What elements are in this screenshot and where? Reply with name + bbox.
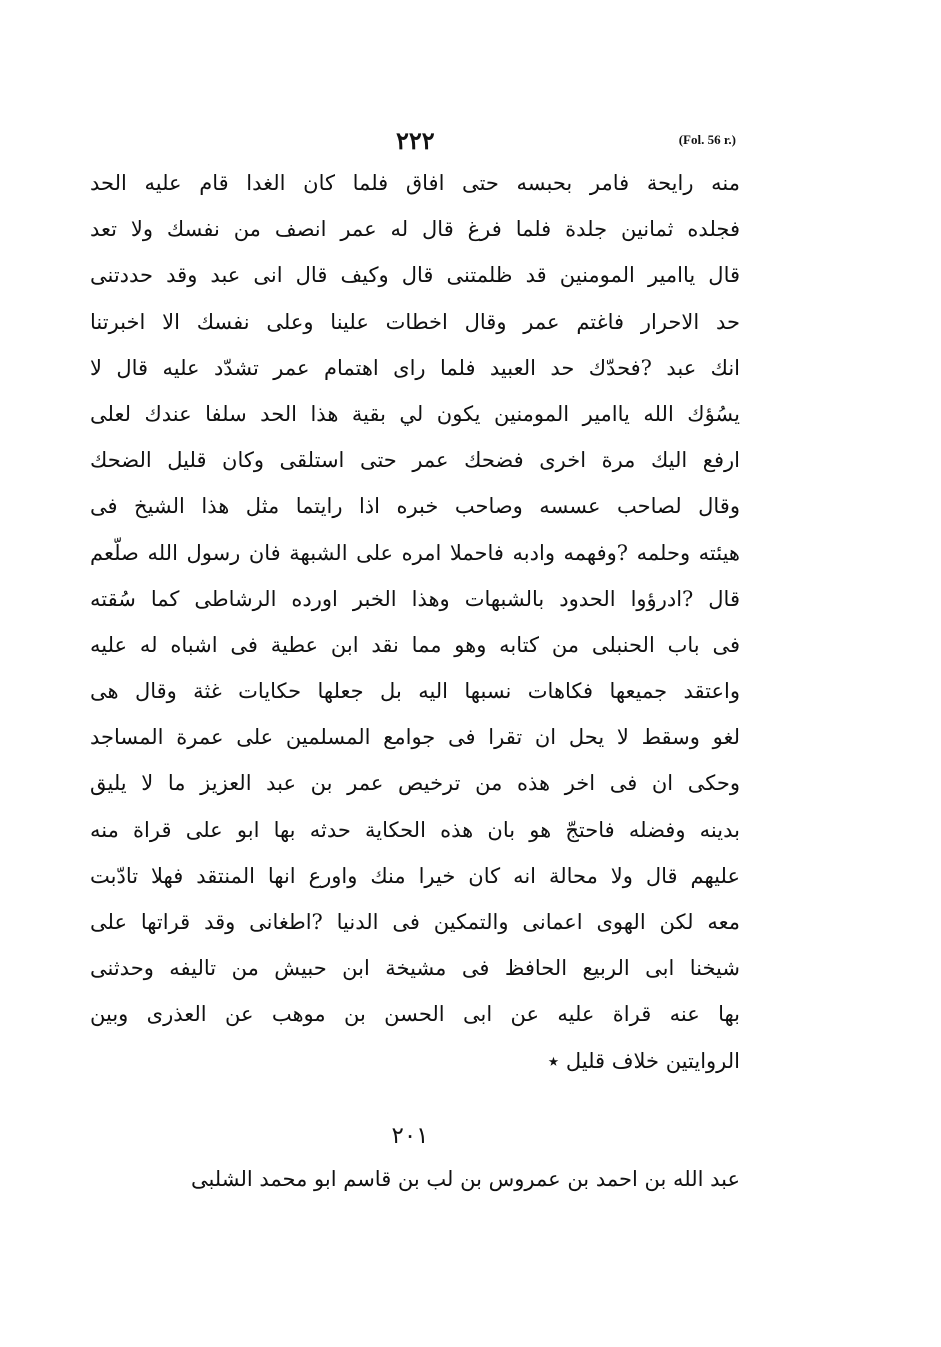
text-line: قال ?ادرؤوا الحدود بالشبهات وهذا الخبر اورده الرشاطى كما سُقته: [90, 586, 740, 611]
text-line: بها عنه قراة عليه عن ابى الحسن بن موهب عن العذرى وبين: [90, 1002, 740, 1027]
text-line: قال ياامير المومنين قد ظلمتنى قال وكيف قال انى عبد وقد حددتنى: [90, 263, 740, 288]
folio-reference: (Fol. 56 r.): [678, 132, 736, 147]
text-line: حد الاحرار فاغتم عمر وقال اخطات علينا وعلى نفسك الا اخبرتنا: [90, 309, 740, 334]
body-text: [90, 160, 740, 1084]
entry-number: ٢٠١: [391, 1123, 429, 1149]
text-line: ارفع اليك مرة اخرى فضحك عمر حتى استلقى وكان قليل الضحك: [90, 448, 740, 473]
text-line: بدينه وفضله فاحتجّ هو بان هذه الحكاية حدثه بها ابو على قراة منه: [90, 817, 740, 842]
text-line: فجلده ثمانين جلدة فلما فرغ قال له عمر انصف من نفسك ولا تعد: [90, 217, 740, 242]
text-line: يسُؤك الله ياامير المومنين يكون لي بقية هذا الحد سلفا عندك لعلى: [90, 401, 740, 426]
entry-heading: عبد الله بن احمد بن عمروس بن لب بن قاسم ابو محمد الشلبى: [190, 1167, 740, 1191]
page-header: [96, 126, 736, 156]
text-line: فى باب الحنبلى من كتابه وهو مما نقد ابن عطية فى اشباه له عليه: [90, 632, 740, 657]
text-line: عليهم قال ولا محالة انه كان خيرا منك واورع انها المنتقد فهلا تادّبت: [90, 863, 740, 888]
text-line: شيخنا ابى الربيع الحافظ فى مشيخة ابن حبيش من تاليفه وحدثنى: [90, 956, 740, 981]
text-line: معه لكن الهوى اعمانى والتمكين فى الدنيا ?اطغانى وقد قراتها على: [90, 910, 740, 934]
text-line: انك عبد ?فحدّك حد العبيد فلما راى اهتمام عمر تشدّد عليه قال لا: [90, 355, 740, 380]
text-line: هيئته وحلمه ?وفهمه وادبه فاحملا امره على الشبهة فان رسول الله صلّعم: [90, 540, 740, 565]
page-number: ٢٢٢: [396, 126, 435, 155]
text-line: الروايتين خلاف قليل ٭: [547, 1048, 740, 1073]
text-line: منه رايحة فامر بحبسه حتى افاق فلما كان الغدا قام عليه الحد: [90, 171, 740, 195]
text-line: واعتقد جميعها فكاهات نسبها اليه بل جعلها حكايات غثة وقال هى: [90, 679, 740, 704]
text-line: وحكى ان فى اخر هذه من ترخيص عمر بن عبد العزيز ما لا يليق: [90, 771, 740, 796]
text-line: لغو وسقط لا يحل ان تقرا فى جوامع المسلمين على عمرة المساجد: [90, 725, 740, 750]
text-line: وقال لصاحب عسسه وصاحب خبره اذا رايتما مثل هذا الشيخ فى: [90, 494, 740, 519]
